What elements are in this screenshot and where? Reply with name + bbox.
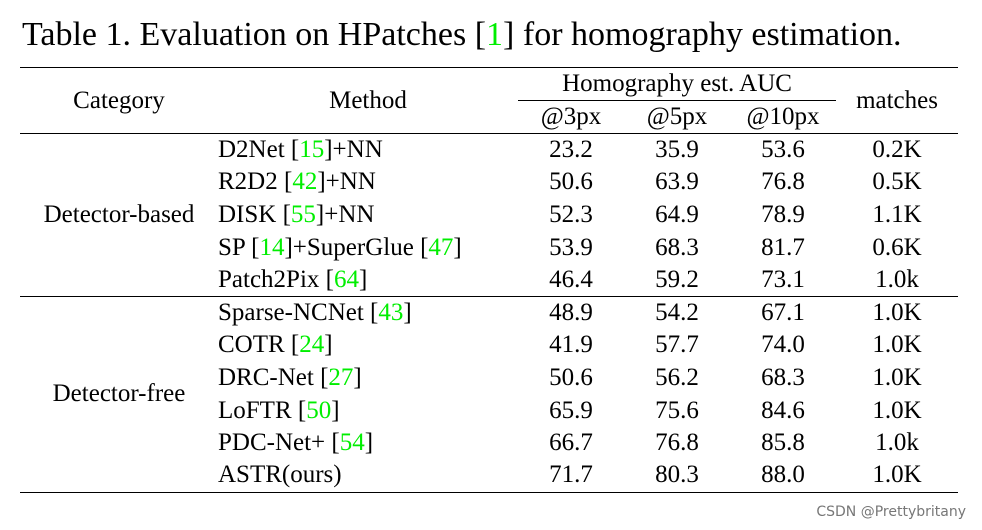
auc-cell: 56.2 xyxy=(655,363,699,391)
auc-cell: 75.6 xyxy=(655,396,699,424)
header-category: Category xyxy=(20,68,218,134)
auc-cell: 71.7 xyxy=(518,459,624,492)
citation-link[interactable]: 42 xyxy=(292,168,318,196)
method-name-text: ]+NN xyxy=(317,168,376,196)
auc-cell: 63.9 xyxy=(655,168,699,196)
category-cell: Detector-free xyxy=(20,296,218,492)
category-cell: Detector-based xyxy=(20,134,218,297)
citation-link[interactable]: 55 xyxy=(290,200,316,228)
matches-cell: 0.5K xyxy=(872,168,922,196)
method-name-text: SP [ xyxy=(218,233,260,261)
method-cell xyxy=(218,459,518,492)
auc-cell: 23.2 xyxy=(518,134,624,167)
method-name-text: ] xyxy=(403,299,412,327)
method-cell xyxy=(218,329,518,362)
auc-cell: 68.3 xyxy=(655,233,699,261)
method-name-text: Patch2Pix [ xyxy=(218,265,334,293)
caption-prefix: Table 1. Evaluation on HPatches [ xyxy=(22,16,487,53)
auc-cell: 65.9 xyxy=(549,396,593,424)
auc-cell: 59.2 xyxy=(655,265,699,293)
auc-cell: 54.2 xyxy=(624,296,730,329)
method-name-text: ] xyxy=(453,233,462,261)
auc-cell: 50.6 xyxy=(549,363,593,391)
header-auc-10px: @10px xyxy=(730,101,836,134)
header-auc-3px: @3px xyxy=(518,101,624,134)
auc-cell: 74.0 xyxy=(761,331,805,359)
method-cell xyxy=(218,166,518,199)
method-cell xyxy=(218,264,518,297)
method-cell xyxy=(218,362,518,395)
matches-cell: 1.0K xyxy=(836,296,958,329)
auc-cell: 73.1 xyxy=(761,265,805,293)
auc-cell: 78.9 xyxy=(761,200,805,228)
auc-cell: 80.3 xyxy=(624,459,730,492)
auc-cell: 81.7 xyxy=(761,233,805,261)
table-row xyxy=(20,134,958,167)
auc-cell: 68.3 xyxy=(761,363,805,391)
auc-cell: 64.9 xyxy=(655,200,699,228)
matches-cell: 0.2K xyxy=(836,134,958,167)
method-name-text: ] xyxy=(353,363,362,391)
watermark: CSDN @Prettybritany xyxy=(816,504,966,520)
citation-link[interactable]: 14 xyxy=(259,233,285,261)
auc-cell: 46.4 xyxy=(549,265,593,293)
matches-cell: 0.6K xyxy=(872,233,922,261)
header-method: Method xyxy=(218,68,518,134)
auc-cell: 41.9 xyxy=(549,331,593,359)
auc-cell: 66.7 xyxy=(549,429,593,457)
header-auc-group: Homography est. AUC xyxy=(518,68,836,101)
citation-link[interactable]: 15 xyxy=(299,136,325,164)
table-body xyxy=(20,134,958,493)
matches-cell: 1.0K xyxy=(872,396,922,424)
auc-cell: 35.9 xyxy=(624,134,730,167)
citation-link[interactable]: 43 xyxy=(378,299,404,327)
matches-cell: 1.0K xyxy=(836,459,958,492)
method-name-text: ]+SuperGlue [ xyxy=(284,233,429,261)
method-name-text: D2Net [ xyxy=(218,136,300,164)
auc-cell: 84.6 xyxy=(761,396,805,424)
header-matches: matches xyxy=(836,68,958,134)
method-name-text: DRC-Net [ xyxy=(218,363,329,391)
citation-link[interactable]: 47 xyxy=(428,233,454,261)
method-cell xyxy=(218,296,518,329)
matches-cell: 1.1K xyxy=(872,200,922,228)
auc-cell: 48.9 xyxy=(518,296,624,329)
method-name-text: ] xyxy=(358,265,368,293)
method-name-text: ] xyxy=(324,331,333,359)
method-name-text: LoFTR [ xyxy=(218,396,307,424)
matches-cell: 1.0k xyxy=(875,265,919,293)
citation-link[interactable]: 54 xyxy=(339,429,365,457)
citation-link[interactable]: 24 xyxy=(299,331,325,359)
method-name-text: COTR [ xyxy=(218,331,300,359)
auc-cell: 52.3 xyxy=(549,200,593,228)
results-table xyxy=(20,67,958,493)
auc-cell: 76.8 xyxy=(761,168,805,196)
citation-link[interactable]: 27 xyxy=(328,363,354,391)
method-name-text: Sparse-NCNet [ xyxy=(218,299,379,327)
method-cell xyxy=(218,394,518,427)
citation-link[interactable]: 50 xyxy=(306,396,332,424)
auc-cell: 53.6 xyxy=(730,134,836,167)
citation-link[interactable]: 64 xyxy=(333,265,359,293)
auc-cell: 88.0 xyxy=(730,459,836,492)
method-name-text: ] xyxy=(331,396,340,424)
table-row xyxy=(20,296,958,329)
method-cell xyxy=(218,199,518,232)
matches-cell: 1.0k xyxy=(875,429,919,457)
method-cell xyxy=(218,231,518,264)
method-name-text: R2D2 [ xyxy=(218,168,293,196)
table-caption xyxy=(22,12,902,58)
auc-cell: 50.6 xyxy=(549,168,593,196)
auc-cell: 85.8 xyxy=(761,429,805,457)
method-name-text: ]+NN xyxy=(324,136,383,164)
method-name-text: ]+NN xyxy=(315,200,375,228)
auc-cell: 57.7 xyxy=(655,331,699,359)
matches-cell: 1.0K xyxy=(872,363,922,391)
matches-cell: 1.0K xyxy=(872,331,922,359)
method-name-text: ] xyxy=(364,429,374,457)
method-cell xyxy=(218,427,518,460)
method-name-text: ASTR(ours) xyxy=(218,461,342,489)
method-name-text: PDC-Net+ [ xyxy=(218,429,340,457)
caption-suffix: ] for homography estimation. xyxy=(503,16,902,53)
header-auc-5px: @5px xyxy=(624,101,730,134)
auc-cell: 76.8 xyxy=(655,429,699,457)
auc-cell: 53.9 xyxy=(549,233,593,261)
method-name-text: DISK [ xyxy=(218,200,291,228)
caption-citation-link[interactable]: 1 xyxy=(486,16,504,53)
auc-cell: 67.1 xyxy=(730,296,836,329)
method-cell xyxy=(218,134,518,167)
